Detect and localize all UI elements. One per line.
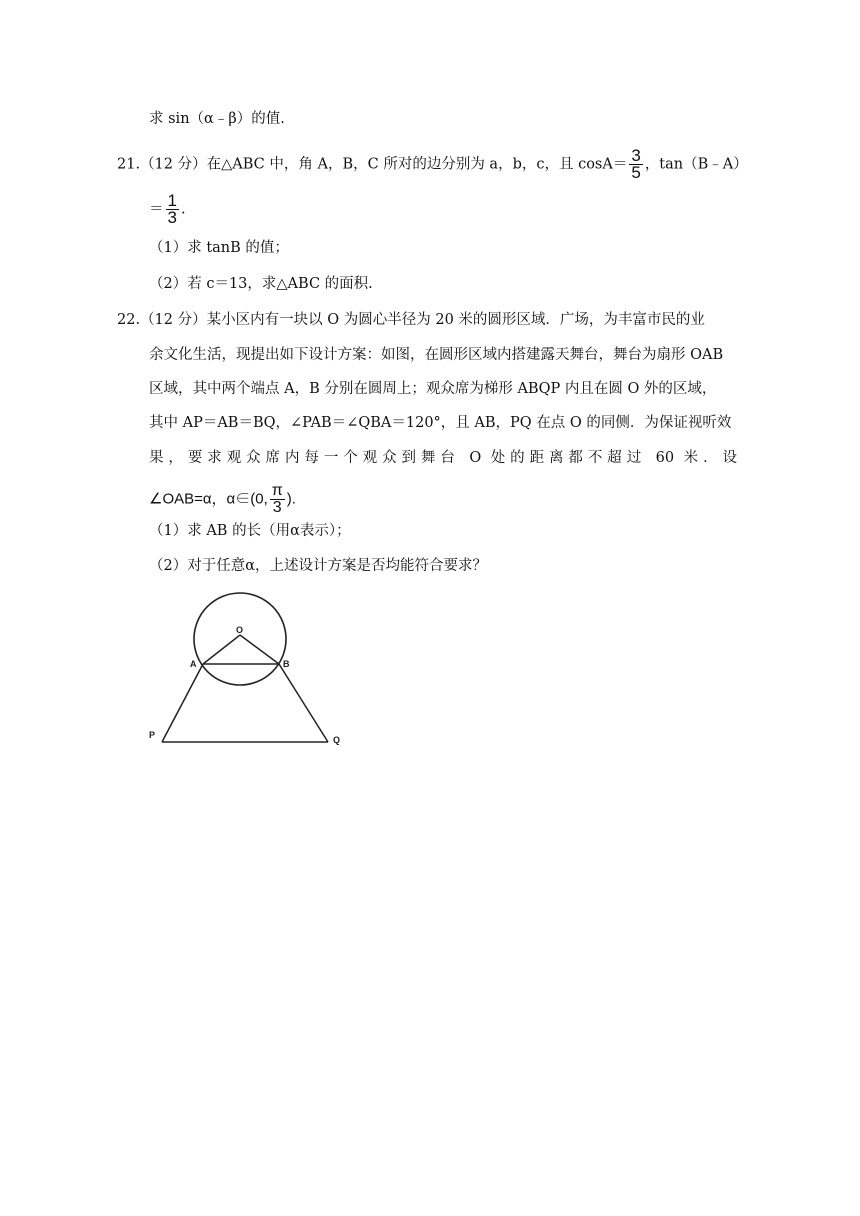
- label-q: Q: [333, 735, 341, 745]
- question-22-line-4: 其中 AP＝AB＝BQ，∠PAB＝∠QBA＝120°，且 AB，PQ 在点 O 的同侧．为保证视听效: [149, 415, 732, 431]
- label-b: B: [283, 659, 290, 669]
- segment-ob: [240, 635, 279, 664]
- cosA-fraction: [629, 148, 642, 181]
- geometry-figure: [140, 585, 360, 755]
- pi-fraction: [270, 483, 285, 516]
- label-p: P: [149, 730, 156, 740]
- tan-numerator: 1: [167, 191, 177, 210]
- question-21-number: 21.: [117, 156, 141, 173]
- pi-numerator: π: [271, 482, 283, 499]
- question-21-line-1: [117, 148, 748, 181]
- question-22-line-1: [117, 310, 705, 330]
- question-21-equals: ＝: [149, 201, 164, 218]
- question-22-line-5: 果，要求观众席内每一个观众到舞台 O 处的距离都不超过 60 米．设: [149, 450, 737, 466]
- question-22-score: （12 分）: [140, 312, 207, 328]
- circle-o: [194, 593, 286, 685]
- segment-oa: [203, 635, 240, 664]
- question-22-line-2: 余文化生活，现提出如下设计方案：如图，在圆形区域内搭建露天舞台，舞台为扇形 OAB: [149, 347, 724, 363]
- question-22-line-3: 区域，其中两个端点 A，B 分别在圆周上；观众席为梯形 ABQP 内且在圆 O 外的区域，: [149, 381, 717, 397]
- question-21-sub-2: （2）若 c＝13，求△ABC 的面积.: [149, 276, 373, 292]
- question-21-text-a: 在△ABC 中，角 A，B，C 所对的边分别为 a，b，c，且 cosA＝: [206, 156, 628, 173]
- angle-condition-end: ).: [286, 490, 296, 508]
- question-22-sub-1: （1）求 AB 的长（用α表示）；: [149, 523, 351, 539]
- tan-fraction: [166, 193, 179, 226]
- question-22-text-1: 某小区内有一块以 O 为圆心半径为 20 米的圆形区域．广场，为丰富市民的业: [206, 312, 705, 328]
- tan-denominator: 3: [167, 208, 177, 227]
- question-22-sub-2: （2）对于任意α，上述设计方案是否均能符合要求？: [149, 558, 488, 574]
- question-21-period: .: [180, 201, 186, 218]
- question-22-number: 22.: [117, 312, 141, 328]
- question-22-line-6: [149, 483, 296, 516]
- cosA-numerator: 3: [631, 146, 641, 165]
- question-21-sub-1: （1）求 tanB 的值；: [149, 240, 289, 256]
- question-21-text-b: ，tan（B﹣A）: [644, 156, 748, 173]
- pi-denominator: 3: [272, 499, 282, 516]
- segment-ap: [162, 664, 203, 742]
- label-a: A: [190, 659, 197, 669]
- question-21-score: （12 分）: [140, 156, 207, 173]
- top-line: 求 sin（α﹣β）的值.: [149, 111, 285, 127]
- segment-bq: [279, 664, 328, 742]
- cosA-denominator: 5: [631, 163, 641, 182]
- label-o: O: [236, 625, 244, 635]
- angle-condition: ∠OAB=α，α∈(0,: [149, 490, 268, 508]
- question-21-line-2: [149, 193, 186, 226]
